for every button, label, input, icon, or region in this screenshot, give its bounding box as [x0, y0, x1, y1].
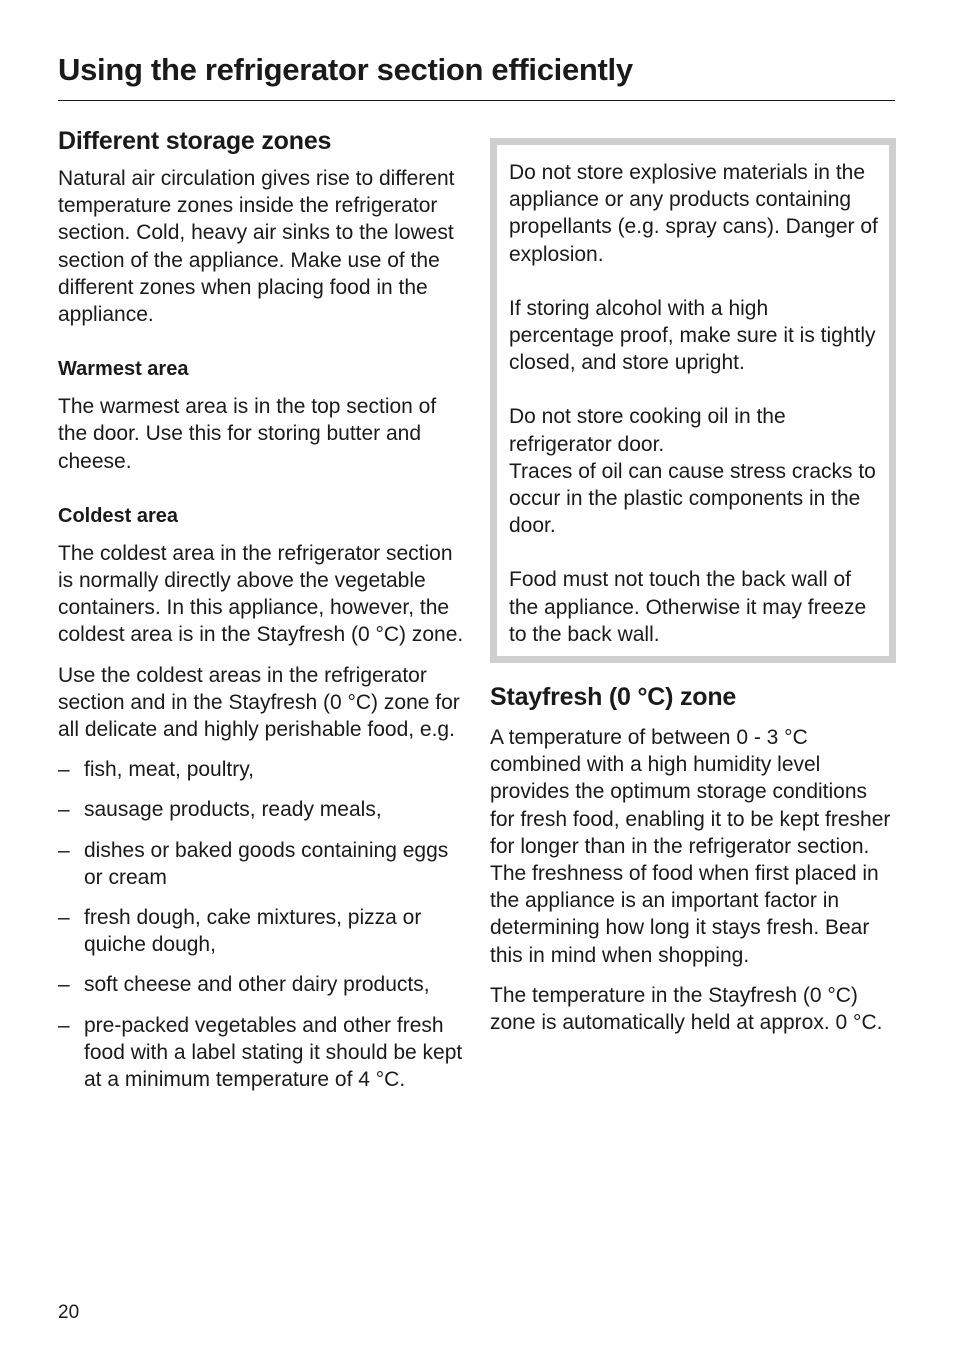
list-item: [58, 1012, 468, 1094]
right-column: [490, 138, 896, 1036]
dash-bullet: –: [58, 906, 70, 930]
dash-bullet: –: [58, 838, 70, 862]
list-item: [58, 971, 468, 998]
page-title: Using the refrigerator section efficiently: [58, 52, 633, 87]
list-item: [58, 837, 468, 891]
dash-bullet: –: [58, 973, 70, 997]
list-item: [58, 756, 468, 783]
left-column: [58, 124, 468, 1106]
coldest-area-usage-text: Use the coldest areas in the refrigerator section and in the Stayfresh (0 °C) zone for all delicate and highly perishable food, e.g.: [58, 663, 460, 742]
stayfresh-heading: Stayfresh (0 °C) zone: [490, 683, 737, 712]
list-item-text: sausage products, ready meals,: [84, 798, 382, 822]
dash-bullet: –: [58, 758, 70, 782]
list-item-text: pre-packed vegetables and other fresh food with a label stating it should be kept at a minimum temperature of 4 °C.: [84, 1013, 463, 1092]
warning-alcohol: If storing alcohol with a high percentage proof, make sure it is tightly closed, and store upright.: [509, 296, 876, 375]
warning-explosive: Do not store explosive materials in the appliance or any products containing propellants (e.g. spray cans). Danger of explosion.: [509, 161, 878, 266]
storage-zones-heading: Different storage zones: [58, 127, 332, 155]
storage-zones-intro: Natural air circulation gives rise to different temperature zones inside the refrigerator section. Cold, heavy air sinks to the lowest section of the appliance. Make use of the different zones when placing food in the appliance.: [58, 167, 455, 327]
list-item-text: soft cheese and other dairy products,: [84, 973, 430, 997]
list-item-text: dishes or baked goods containing eggs or cream: [84, 838, 449, 889]
warning-cooking-oil: Do not store cooking oil in the refrigerator door. Traces of oil can cause stress cracks to occur in the plastic components in the door.: [509, 405, 876, 538]
stayfresh-text: A temperature of between 0 - 3 °C combined with a high humidity level provides the optimum storage conditions for fresh food, enabling it to be kept fresher for longer than in the refrigerator section. The freshness of food when first placed in the appliance is an important factor in determining how long it stays fresh. Bear this in mind when shopping.: [490, 726, 891, 967]
list-item: [58, 904, 468, 958]
page-number: 20: [58, 1302, 80, 1323]
coldest-area-text: The coldest area in the refrigerator section is normally directly above the vegetable containers. In this appliance, however, the coldest area is in the Stayfresh (0 °C) zone.: [58, 541, 464, 647]
list-item: [58, 796, 468, 823]
dash-bullet: –: [58, 798, 70, 822]
warning-back-wall: Food must not touch the back wall of the appliance. Otherwise it may freeze to the back wall.: [509, 568, 867, 646]
stayfresh-temperature-text: The temperature in the Stayfresh (0 °C) zone is automatically held at approx. 0 °C.: [490, 983, 883, 1035]
list-item-text: fish, meat, poultry,: [84, 758, 255, 782]
warning-box: [490, 138, 896, 663]
warmest-area-text: The warmest area is in the top section of the door. Use this for storing butter and cheese.: [58, 395, 437, 473]
perishable-food-list: [58, 756, 468, 1093]
warmest-area-heading: Warmest area: [58, 358, 189, 381]
list-item-text: fresh dough, cake mixtures, pizza or quiche dough,: [84, 906, 422, 957]
coldest-area-heading: Coldest area: [58, 504, 179, 527]
title-divider: [58, 100, 895, 101]
dash-bullet: –: [58, 1013, 70, 1037]
